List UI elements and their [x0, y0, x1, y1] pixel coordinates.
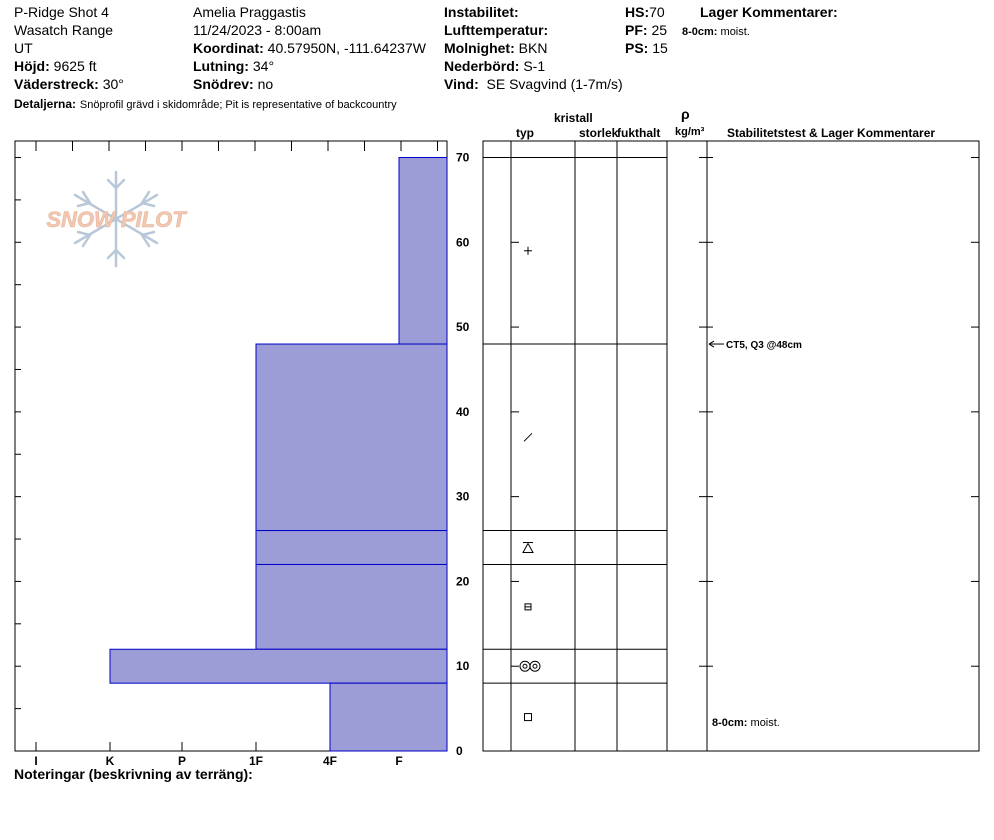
- details-label: Detaljerna:: [14, 97, 77, 111]
- stability-test-label: CT5, Q3 @48cm: [726, 340, 802, 352]
- layer-table-frame: [483, 141, 979, 751]
- elevation-value: 9625 ft: [53, 58, 97, 74]
- grain-cluster-icon: [520, 661, 530, 671]
- instability-label: Instabilitet:: [444, 4, 519, 20]
- x-tick-label: 4F: [322, 754, 338, 768]
- y-tick-label: 50: [456, 320, 470, 335]
- hs-label: HS:: [625, 4, 650, 20]
- y-tick-label: 20: [456, 574, 470, 589]
- hardness-bar: [256, 564, 447, 649]
- wind-label: Vind:: [444, 76, 479, 92]
- x-tick-label: F: [395, 754, 403, 768]
- y-tick-label: 60: [456, 235, 470, 250]
- x-tick-label: I: [34, 754, 38, 768]
- sky-value: BKN: [518, 40, 548, 56]
- hs-value: 70: [649, 4, 665, 20]
- grain-slash-icon: [524, 433, 532, 441]
- hardness-bar: [256, 531, 447, 565]
- layer-comments-label: Lager Kommentarer:: [700, 4, 838, 20]
- elevation-label: Höjd:: [14, 58, 50, 74]
- y-tick-label: 0: [456, 744, 463, 758]
- aspect-label: Väderstreck:: [14, 76, 99, 92]
- col-type: typ: [516, 126, 534, 140]
- notes-label: Noteringar (beskrivning av terräng):: [14, 766, 253, 782]
- col-crystal: kristall: [554, 111, 593, 125]
- ps-value: 15: [652, 40, 668, 56]
- grain-cluster-icon: [523, 664, 527, 668]
- ps-label: PS:: [625, 40, 649, 56]
- layer-comment-depth: 8-0cm:: [682, 26, 718, 38]
- grain-facet-icon: [525, 714, 532, 721]
- x-tick-label: P: [177, 754, 187, 768]
- y-tick-label: 70: [456, 150, 470, 165]
- layer-note-depth: 8-0cm:: [712, 717, 751, 729]
- col-stability: Stabilitetstest & Lager Kommentarer: [727, 126, 936, 140]
- y-tick-label: 10: [456, 659, 470, 674]
- hardness-bar: [110, 649, 447, 683]
- col-rho: ρ: [681, 106, 690, 122]
- pit-name: P-Ridge Shot 4: [14, 4, 109, 20]
- date-time: 11/24/2023 - 8:00am: [193, 22, 322, 38]
- col-moisture: fukthalt: [617, 126, 661, 140]
- layer-comment-text: moist.: [720, 26, 750, 38]
- slope-value: 34°: [252, 58, 275, 74]
- x-tick-label: K: [105, 754, 115, 768]
- pf-value: 25: [651, 22, 668, 38]
- observer: Amelia Praggastis: [193, 4, 306, 20]
- slope-label: Lutning:: [193, 58, 249, 74]
- col-density-unit: kg/m³: [675, 126, 705, 138]
- hardness-bar: [256, 344, 447, 531]
- grain-cluster-icon: [530, 661, 540, 671]
- wind-value: SE Svagvind (1-7m/s): [486, 76, 623, 92]
- state-name: UT: [14, 40, 33, 56]
- precip-value: S-1: [523, 58, 546, 74]
- hardness-bar: [330, 683, 447, 751]
- grain-cluster-icon: [533, 664, 537, 668]
- y-tick-label: 40: [456, 404, 470, 419]
- coord-label: Koordinat:: [193, 40, 264, 56]
- grain-surface-hoar-icon: [523, 543, 533, 553]
- wind-loading-value: no: [257, 76, 274, 92]
- x-tick-label: 1F: [248, 754, 264, 768]
- y-tick-label: 30: [456, 489, 470, 504]
- sky-label: Molnighet:: [444, 40, 515, 56]
- wind-loading-label: Snödrev:: [193, 76, 254, 92]
- logo-text: SNOW PILOT: [46, 207, 186, 232]
- details-value: Snöprofil grävd i skidområde; Pit is representative of backcountry: [79, 99, 397, 111]
- aspect-value: 30°: [102, 76, 124, 92]
- coord-value: 40.57950N, -111.64237W: [267, 40, 426, 56]
- layer-note-text: moist.: [750, 717, 780, 729]
- hardness-bar: [399, 158, 447, 345]
- pf-label: PF:: [625, 22, 648, 38]
- col-size: storlek: [579, 126, 619, 140]
- air-temp-label: Lufttemperatur:: [444, 22, 549, 38]
- precip-label: Nederbörd:: [444, 58, 520, 74]
- range-name: Wasatch Range: [14, 22, 114, 38]
- layer-note-label: [712, 717, 780, 729]
